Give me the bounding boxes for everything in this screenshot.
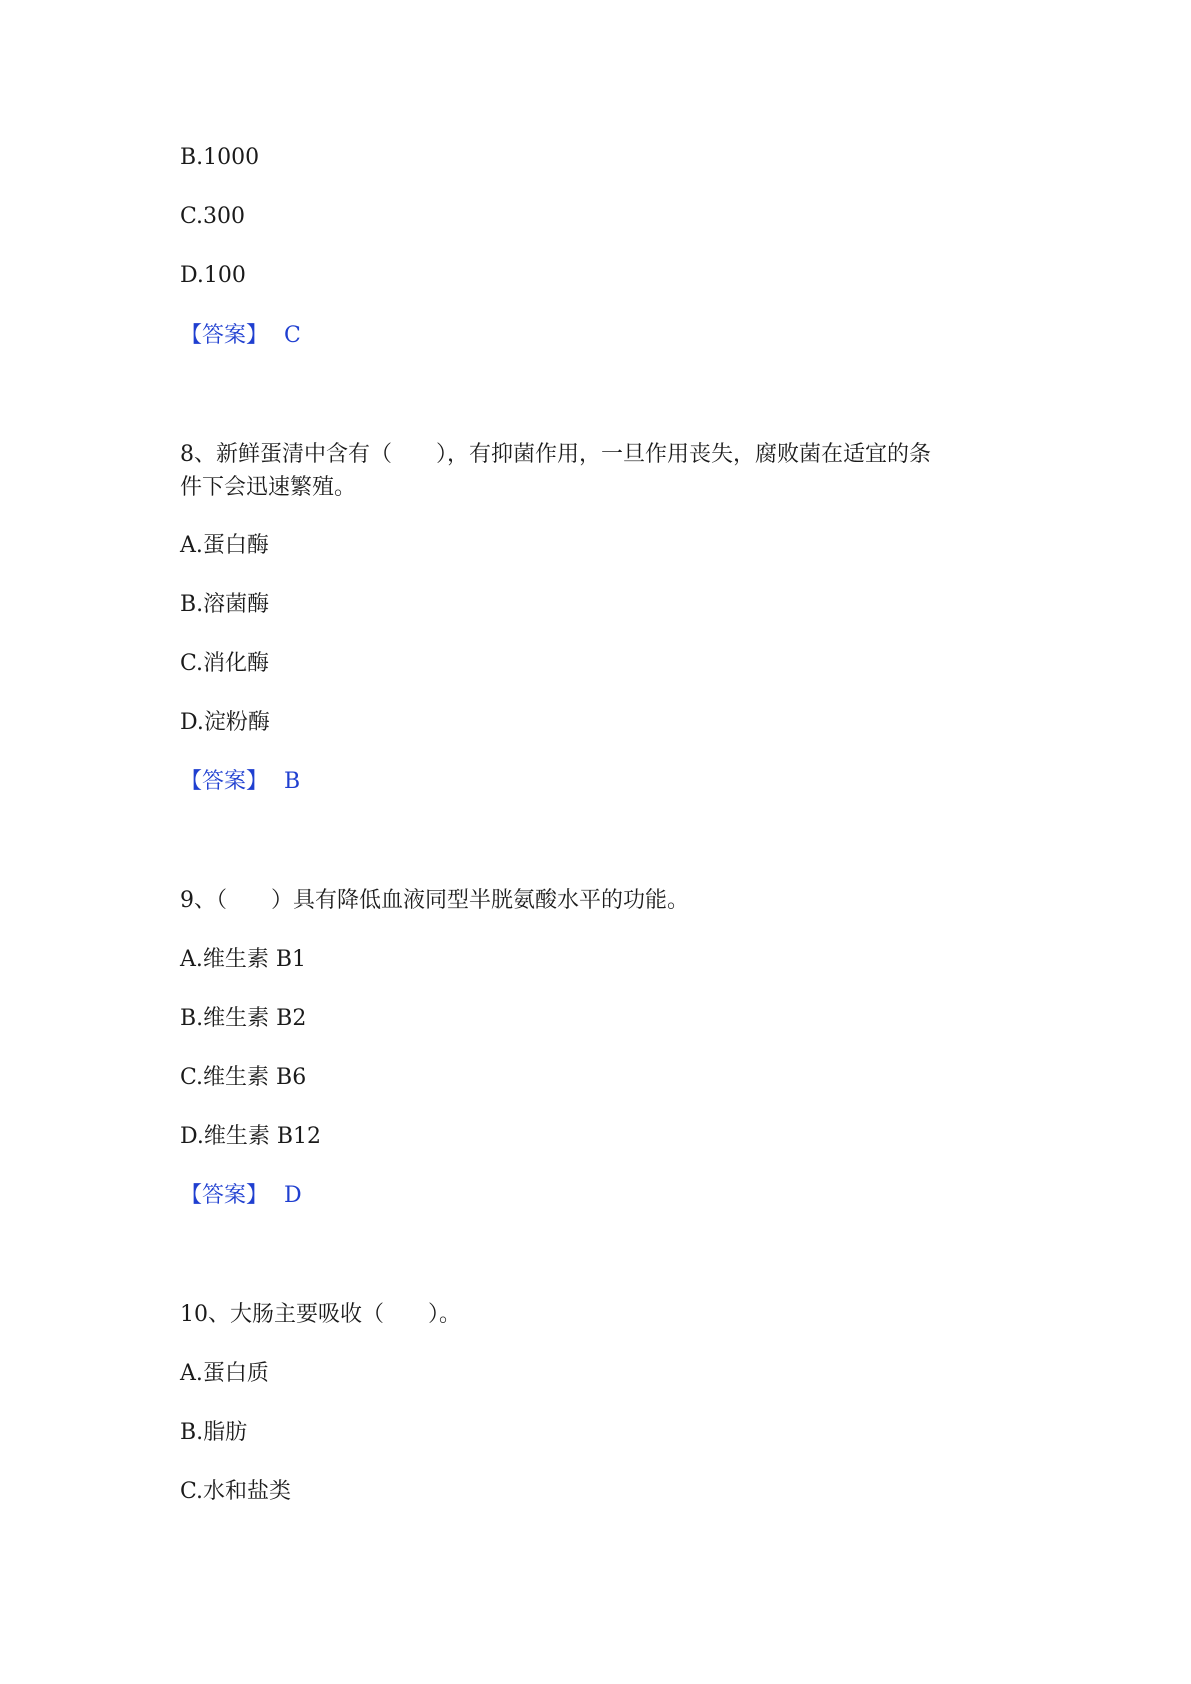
answer-label: 【答案】: [180, 769, 269, 794]
option-d: D.淀粉酶: [180, 710, 270, 735]
question-stem-line-2: 件下会迅速繁殖。: [180, 475, 357, 500]
option-d: D.100: [180, 263, 246, 288]
option-c: C.消化酶: [180, 651, 270, 676]
question-stem-line-1: 8、新鲜蛋清中含有（ ），有抑菌作用，一旦作用丧失，腐败菌在适宜的条: [180, 442, 931, 467]
option-c: C.300: [180, 204, 246, 229]
option-b: B.1000: [180, 145, 260, 170]
option-d: D.维生素 B12: [180, 1124, 322, 1149]
answer-value: B: [284, 769, 301, 794]
option-c: C.维生素 B6: [180, 1065, 307, 1090]
answer-label: 【答案】: [180, 323, 269, 348]
option-a: A.蛋白质: [180, 1361, 269, 1386]
answer-line: [180, 766, 300, 798]
answer-value: D: [284, 1183, 302, 1208]
answer-line: [180, 1180, 302, 1212]
question-stem: 10、大肠主要吸收（ ）。: [180, 1302, 461, 1327]
option-a: A.蛋白酶: [180, 533, 269, 558]
option-b: B.维生素 B2: [180, 1006, 307, 1031]
option-b: B.溶菌酶: [180, 592, 270, 617]
answer-label: 【答案】: [180, 1183, 269, 1208]
option-a: A.维生素 B1: [180, 947, 307, 972]
answer-value: C: [284, 323, 301, 348]
answer-line: [180, 320, 301, 352]
question-stem: 9、（ ）具有降低血液同型半胱氨酸水平的功能。: [180, 888, 689, 913]
option-b: B.脂肪: [180, 1420, 248, 1445]
option-c: C.水和盐类: [180, 1479, 292, 1504]
